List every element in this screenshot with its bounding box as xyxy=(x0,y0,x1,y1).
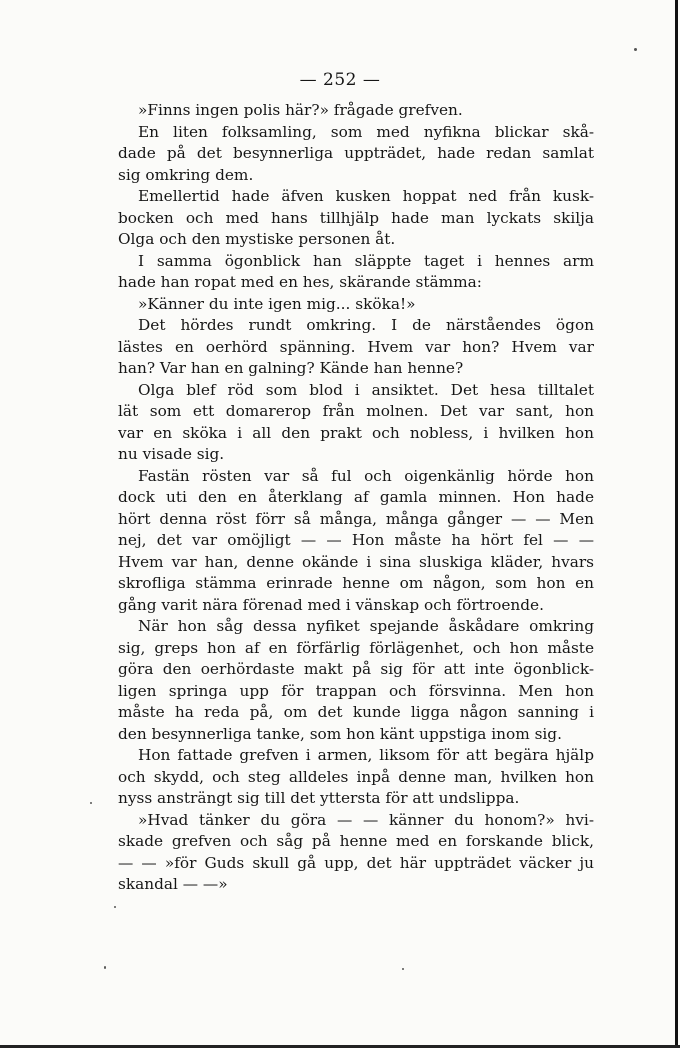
text-line: I samma ögonblick han släppte taget i hennes arm xyxy=(138,251,594,270)
text-line: Emellertid hade äfven kusken hoppat ned från kusk- xyxy=(138,187,594,205)
scan-speck xyxy=(90,802,92,804)
text-line: var en sköka i all den prakt och nobless, i hvilken hon xyxy=(118,423,594,442)
text-line: skrofliga stämma erinrade henne om någon, som hon en xyxy=(118,574,594,592)
text-line: En liten folksamling, som med nyfikna blickar skå- xyxy=(138,122,594,141)
text-line: Hon fattade grefven i armen, liksom för att begära hjälp xyxy=(138,746,594,764)
text-line: Det hördes rundt omkring. I de närståendes ögon xyxy=(138,316,594,334)
text-line: den besynnerliga tanke, som hon känt uppstiga inom sig. xyxy=(118,724,562,743)
text-line: »Finns ingen polis här?» frågade grefven. xyxy=(138,101,463,119)
text-line: lästes en oerhörd spänning. Hvem var hon? Hvem var xyxy=(118,337,594,356)
page-number: — 252 — xyxy=(299,70,381,90)
text-line: lät som ett domarerop från molnen. Det var sant, hon xyxy=(118,402,594,420)
text-line: nej, det var omöjligt — — Hon måste ha hört fel — — xyxy=(118,531,594,549)
scan-speck xyxy=(104,966,106,969)
text-line: hört denna röst förr så många, många gånger — — Men xyxy=(118,509,594,528)
scan-speck xyxy=(114,906,116,908)
text-line: bocken och med hans tillhjälp hade man lyckats skilja xyxy=(118,208,594,227)
text-line: Fastän rösten var så ful och oigenkänlig hörde hon xyxy=(138,466,594,485)
text-line: »Känner du inte igen mig... sköka!» xyxy=(138,294,416,313)
text-line: hade han ropat med en hes, skärande stämma: xyxy=(118,273,482,291)
text-line: dock uti den en återklang af gamla minnen. Hon hade xyxy=(118,488,594,506)
text-line: »Hvad tänker du göra — — känner du honom?» hvi- xyxy=(138,810,594,829)
text-line: dade på det besynnerliga uppträdet, hade redan samlat xyxy=(118,144,594,162)
body-text xyxy=(118,100,594,896)
text-line: — — »för Guds skull gå upp, det här uppträdet väcker ju xyxy=(118,853,594,872)
text-line: nyss ansträngt sig till det yttersta för att undslippa. xyxy=(118,789,520,807)
text-line: skandal — —» xyxy=(118,875,228,893)
scan-speck xyxy=(402,968,404,970)
text-line: Olga och den mystiske personen åt. xyxy=(118,230,396,248)
text-line: göra den oerhördaste makt på sig för att inte ögonblick- xyxy=(118,660,594,678)
text-line: han? Var han en galning? Kände han henne? xyxy=(118,359,464,377)
text-line: Olga blef röd som blod i ansiktet. Det hesa tilltalet xyxy=(138,380,594,399)
text-line: skade grefven och såg på henne med en forskande blick, xyxy=(118,832,594,850)
text-line: och skydd, och steg alldeles inpå denne man, hvilken hon xyxy=(118,767,594,786)
text-line: När hon såg dessa nyfiket spejande åskådare omkring xyxy=(138,617,594,635)
text-line: nu visade sig. xyxy=(118,445,225,463)
text-line: gång varit nära förenad med i vänskap och förtroende. xyxy=(118,595,544,614)
scan-edge-right xyxy=(675,0,678,1048)
text-line: Hvem var han, denne okände i sina sluskiga kläder, hvars xyxy=(118,552,594,571)
scan-speck xyxy=(634,48,637,51)
text-line: sig omkring dem. xyxy=(118,165,254,184)
text-line: måste ha reda på, om det kunde ligga någon sanning i xyxy=(118,703,594,721)
text-line: ligen springa upp för trappan och försvinna. Men hon xyxy=(118,681,594,700)
text-line: sig, greps hon af en förfärlig förlägenhet, och hon måste xyxy=(118,638,594,657)
